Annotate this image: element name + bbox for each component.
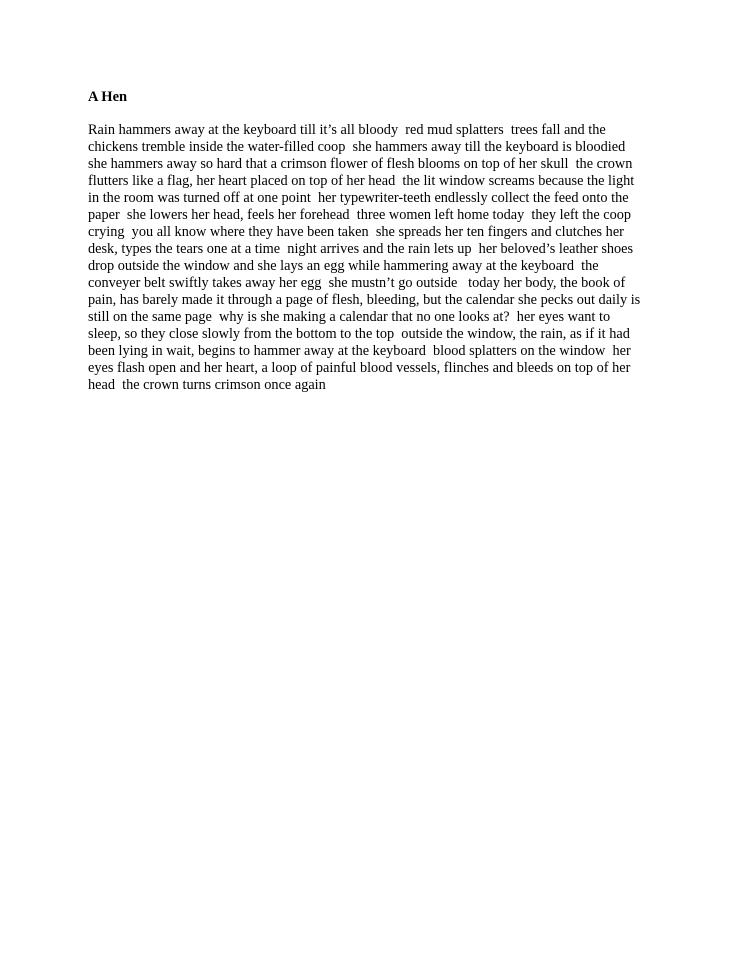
poem-line: conveyer belt swiftly takes away her egg she mustn’t go outside today her body, the book of <box>88 275 626 291</box>
poem-line: Rain hammers away at the keyboard till it’s all bloody red mud splatters trees fall and the <box>88 122 606 138</box>
poem-line: chickens tremble inside the water-filled coop she hammers away till the keyboard is bloodied <box>88 139 626 155</box>
poem-line: in the room was turned off at one point her typewriter-teeth endlessly collect the feed onto the <box>88 190 629 206</box>
poem-line: eyes flash open and her heart, a loop of painful blood vessels, flinches and bleeds on top of her <box>88 360 631 376</box>
poem-line: been lying in wait, begins to hammer away at the keyboard blood splatters on the window her <box>88 343 631 359</box>
poem-line: desk, types the tears one at a time night arrives and the rain lets up her beloved’s leather shoes <box>88 241 634 257</box>
poem-line: paper she lowers her head, feels her forehead three women left home today they left the coop <box>88 207 632 223</box>
poem-line: head the crown turns crimson once again <box>88 377 326 393</box>
poem-line: flutters like a flag, her heart placed on top of her head the lit window screams because the light <box>88 173 635 189</box>
poem-line: still on the same page why is she making a calendar that no one looks at? her eyes want to <box>88 309 611 325</box>
poem-line: crying you all know where they have been taken she spreads her ten fingers and clutches her <box>88 224 624 240</box>
poem-title: A Hen <box>88 89 128 105</box>
poem-line: drop outside the window and she lays an egg while hammering away at the keyboard the <box>88 258 599 274</box>
poem-line: sleep, so they close slowly from the bottom to the top outside the window, the rain, as if it had <box>88 326 630 342</box>
poem-body <box>88 122 668 394</box>
poem-line: she hammers away so hard that a crimson flower of flesh blooms on top of her skull the crown <box>88 156 633 172</box>
poem-line: pain, has barely made it through a page of flesh, bleeding, but the calendar she pecks out daily is <box>88 292 641 308</box>
